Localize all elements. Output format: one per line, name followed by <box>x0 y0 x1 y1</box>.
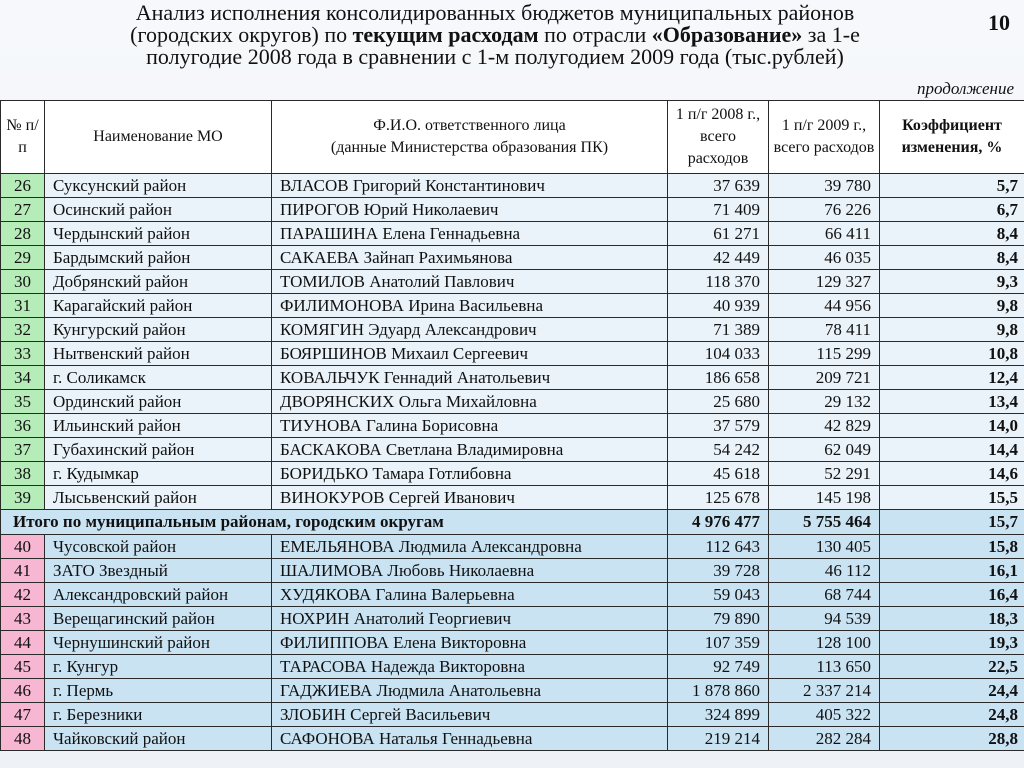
row-number: 41 <box>1 559 45 583</box>
responsible-person: ЗЛОБИН Сергей Васильевич <box>272 703 668 727</box>
expenses-2008: 25 680 <box>668 390 769 414</box>
change-coefficient: 16,1 <box>880 559 1024 583</box>
responsible-person: САФОНОВА Наталья Геннадьевна <box>272 727 668 751</box>
municipality-name: Осинский район <box>45 198 272 222</box>
page-title <box>40 2 950 68</box>
table-header <box>1 101 1024 174</box>
table-row <box>1 294 1024 318</box>
table-row <box>1 222 1024 246</box>
expenses-2009: 128 100 <box>769 631 880 655</box>
table-body <box>1 174 1024 751</box>
row-number: 26 <box>1 174 45 198</box>
responsible-person: ФИЛИМОНОВА Ирина Васильевна <box>272 294 668 318</box>
municipality-name: Бардымский район <box>45 246 272 270</box>
column-header-number: № п/п <box>1 101 45 174</box>
table-row <box>1 583 1024 607</box>
change-coefficient: 14,0 <box>880 414 1024 438</box>
change-coefficient: 15,8 <box>880 535 1024 559</box>
change-coefficient: 24,4 <box>880 679 1024 703</box>
row-number: 33 <box>1 342 45 366</box>
title-line-2 <box>40 24 950 46</box>
page-number: 10 <box>988 10 1010 35</box>
municipality-name: г. Березники <box>45 703 272 727</box>
table-row <box>1 366 1024 390</box>
expenses-2008: 79 890 <box>668 607 769 631</box>
table-row <box>1 414 1024 438</box>
title-line-1: Анализ исполнения консолидированных бюджетов муниципальных районов <box>135 0 855 25</box>
total-expenses-2009: 5 755 464 <box>769 510 880 535</box>
expenses-2008: 61 271 <box>668 222 769 246</box>
column-header-change-coefficient: Коэффициент изменения, % <box>880 101 1024 174</box>
change-coefficient: 10,8 <box>880 342 1024 366</box>
expenses-2008: 125 678 <box>668 486 769 510</box>
title-emphasis-education: «Образование» <box>651 22 803 47</box>
responsible-person: КОВАЛЬЧУК Геннадий Анатольевич <box>272 366 668 390</box>
responsible-person: ДВОРЯНСКИХ Ольга Михайловна <box>272 390 668 414</box>
row-number: 29 <box>1 246 45 270</box>
expenses-2009: 46 112 <box>769 559 880 583</box>
change-coefficient: 15,5 <box>880 486 1024 510</box>
expenses-2009: 115 299 <box>769 342 880 366</box>
responsible-person: ХУДЯКОВА Галина Валерьевна <box>272 583 668 607</box>
row-number: 27 <box>1 198 45 222</box>
table-row <box>1 535 1024 559</box>
row-number: 46 <box>1 679 45 703</box>
change-coefficient: 6,7 <box>880 198 1024 222</box>
municipality-name: Кунгурский район <box>45 318 272 342</box>
expenses-2008: 37 579 <box>668 414 769 438</box>
table-row <box>1 727 1024 751</box>
column-header-responsible-person <box>272 101 668 174</box>
expenses-2009: 129 327 <box>769 270 880 294</box>
expenses-2008: 39 728 <box>668 559 769 583</box>
total-expenses-2008: 4 976 477 <box>668 510 769 535</box>
municipality-name: Ординский район <box>45 390 272 414</box>
expenses-2009: 2 337 214 <box>769 679 880 703</box>
row-number: 47 <box>1 703 45 727</box>
table-row <box>1 462 1024 486</box>
expenses-2009: 94 539 <box>769 607 880 631</box>
expenses-2009: 68 744 <box>769 583 880 607</box>
change-coefficient: 24,8 <box>880 703 1024 727</box>
expenses-2008: 54 242 <box>668 438 769 462</box>
column-header-municipality: Наименование МО <box>45 101 272 174</box>
municipality-name: Чусовской район <box>45 535 272 559</box>
expenses-2009: 145 198 <box>769 486 880 510</box>
expenses-2009: 42 829 <box>769 414 880 438</box>
table-row <box>1 198 1024 222</box>
responsible-person: ВИНОКУРОВ Сергей Иванович <box>272 486 668 510</box>
change-coefficient: 9,8 <box>880 294 1024 318</box>
responsible-person: ФИЛИППОВА Елена Викторовна <box>272 631 668 655</box>
expenses-2009: 46 035 <box>769 246 880 270</box>
change-coefficient: 13,4 <box>880 390 1024 414</box>
row-number: 38 <box>1 462 45 486</box>
expenses-2008: 112 643 <box>668 535 769 559</box>
municipality-name: ЗАТО Звездный <box>45 559 272 583</box>
row-number: 45 <box>1 655 45 679</box>
table-row <box>1 607 1024 631</box>
responsible-person: БОРИДЬКО Тамара Готлибовна <box>272 462 668 486</box>
responsible-person: ТАРАСОВА Надежда Викторовна <box>272 655 668 679</box>
table-row <box>1 270 1024 294</box>
change-coefficient: 19,3 <box>880 631 1024 655</box>
expenses-2009: 39 780 <box>769 174 880 198</box>
municipality-name: Чайковский район <box>45 727 272 751</box>
municipality-name: Чердынский район <box>45 222 272 246</box>
title-emphasis-current-expenses: текущим расходам <box>352 22 539 47</box>
municipality-name: Лысьвенский район <box>45 486 272 510</box>
municipality-name: Карагайский район <box>45 294 272 318</box>
change-coefficient: 9,8 <box>880 318 1024 342</box>
title-line-3: полугодие 2008 года в сравнении с 1-м полугодием 2009 года (тыс.рублей) <box>146 44 844 69</box>
expenses-2008: 71 409 <box>668 198 769 222</box>
change-coefficient: 9,3 <box>880 270 1024 294</box>
expenses-2009: 113 650 <box>769 655 880 679</box>
responsible-person: НОХРИН Анатолий Георгиевич <box>272 607 668 631</box>
municipality-name: Нытвенский район <box>45 342 272 366</box>
row-number: 48 <box>1 727 45 751</box>
expenses-2008: 104 033 <box>668 342 769 366</box>
table-row <box>1 679 1024 703</box>
row-number: 35 <box>1 390 45 414</box>
change-coefficient: 18,3 <box>880 607 1024 631</box>
table-row <box>1 486 1024 510</box>
column-header-responsible-person-line-2: (данные Министерства образования ПК) <box>330 139 609 156</box>
continuation-label: продолжение <box>917 79 1014 98</box>
expenses-2008: 71 389 <box>668 318 769 342</box>
table-row <box>1 342 1024 366</box>
expenses-2009: 405 322 <box>769 703 880 727</box>
total-label: Итого по муниципальным районам, городским округам <box>1 510 668 535</box>
title-line-2-part-3: за 1-е <box>802 22 860 47</box>
expenses-2008: 324 899 <box>668 703 769 727</box>
responsible-person: ТОМИЛОВ Анатолий Павлович <box>272 270 668 294</box>
responsible-person: БОЯРШИНОВ Михаил Сергеевич <box>272 342 668 366</box>
expenses-2008: 186 658 <box>668 366 769 390</box>
responsible-person: САКАЕВА Зайнап Рахимьянова <box>272 246 668 270</box>
change-coefficient: 14,6 <box>880 462 1024 486</box>
change-coefficient: 28,8 <box>880 727 1024 751</box>
budget-table <box>0 100 1024 751</box>
expenses-2008: 92 749 <box>668 655 769 679</box>
table-row <box>1 174 1024 198</box>
municipality-name: Ильинский район <box>45 414 272 438</box>
table-row <box>1 438 1024 462</box>
row-number: 32 <box>1 318 45 342</box>
municipality-name: г. Кудымкар <box>45 462 272 486</box>
change-coefficient: 8,4 <box>880 246 1024 270</box>
expenses-2008: 40 939 <box>668 294 769 318</box>
responsible-person: ГАДЖИЕВА Людмила Анатольевна <box>272 679 668 703</box>
row-number: 42 <box>1 583 45 607</box>
municipality-name: г. Соликамск <box>45 366 272 390</box>
expenses-2009: 209 721 <box>769 366 880 390</box>
responsible-person: ВЛАСОВ Григорий Константинович <box>272 174 668 198</box>
municipality-name: г. Кунгур <box>45 655 272 679</box>
column-header-2009-expenses: 1 п/г 2009 г., всего расходов <box>769 101 880 174</box>
table-row <box>1 631 1024 655</box>
column-header-2008-expenses: 1 п/г 2008 г., всего расходов <box>668 101 769 174</box>
change-coefficient: 5,7 <box>880 174 1024 198</box>
total-row <box>1 510 1024 535</box>
responsible-person: КОМЯГИН Эдуард Александрович <box>272 318 668 342</box>
row-number: 43 <box>1 607 45 631</box>
row-number: 39 <box>1 486 45 510</box>
municipality-name: г. Пермь <box>45 679 272 703</box>
expenses-2009: 66 411 <box>769 222 880 246</box>
row-number: 37 <box>1 438 45 462</box>
change-coefficient: 14,4 <box>880 438 1024 462</box>
municipality-name: Губахинский район <box>45 438 272 462</box>
table-row <box>1 559 1024 583</box>
expenses-2009: 44 956 <box>769 294 880 318</box>
change-coefficient: 12,4 <box>880 366 1024 390</box>
expenses-2008: 42 449 <box>668 246 769 270</box>
total-change-coefficient: 15,7 <box>880 510 1024 535</box>
responsible-person: ПАРАШИНА Елена Геннадьевна <box>272 222 668 246</box>
municipality-name: Добрянский район <box>45 270 272 294</box>
expenses-2008: 37 639 <box>668 174 769 198</box>
title-line-2-part-2: по отрасли <box>538 22 652 47</box>
municipality-name: Суксунский район <box>45 174 272 198</box>
row-number: 40 <box>1 535 45 559</box>
row-number: 44 <box>1 631 45 655</box>
table-row <box>1 318 1024 342</box>
expenses-2009: 130 405 <box>769 535 880 559</box>
row-number: 34 <box>1 366 45 390</box>
expenses-2009: 76 226 <box>769 198 880 222</box>
expenses-2009: 52 291 <box>769 462 880 486</box>
expenses-2008: 107 359 <box>668 631 769 655</box>
responsible-person: ШАЛИМОВА Любовь Николаевна <box>272 559 668 583</box>
column-header-responsible-person-line-1: Ф.И.О. ответственного лица <box>373 117 566 134</box>
expenses-2008: 118 370 <box>668 270 769 294</box>
table-row <box>1 390 1024 414</box>
expenses-2008: 59 043 <box>668 583 769 607</box>
municipality-name: Чернушинский район <box>45 631 272 655</box>
responsible-person: ПИРОГОВ Юрий Николаевич <box>272 198 668 222</box>
expenses-2008: 219 214 <box>668 727 769 751</box>
row-number: 30 <box>1 270 45 294</box>
expenses-2008: 45 618 <box>668 462 769 486</box>
table-row <box>1 655 1024 679</box>
expenses-2009: 78 411 <box>769 318 880 342</box>
row-number: 31 <box>1 294 45 318</box>
municipality-name: Верещагинский район <box>45 607 272 631</box>
expenses-2009: 29 132 <box>769 390 880 414</box>
row-number: 36 <box>1 414 45 438</box>
responsible-person: БАСКАКОВА Светлана Владимировна <box>272 438 668 462</box>
responsible-person: ТИУНОВА Галина Борисовна <box>272 414 668 438</box>
municipality-name: Александровский район <box>45 583 272 607</box>
expenses-2008: 1 878 860 <box>668 679 769 703</box>
table-row <box>1 703 1024 727</box>
change-coefficient: 8,4 <box>880 222 1024 246</box>
table-row <box>1 246 1024 270</box>
responsible-person: ЕМЕЛЬЯНОВА Людмила Александровна <box>272 535 668 559</box>
change-coefficient: 16,4 <box>880 583 1024 607</box>
expenses-2009: 62 049 <box>769 438 880 462</box>
expenses-2009: 282 284 <box>769 727 880 751</box>
row-number: 28 <box>1 222 45 246</box>
change-coefficient: 22,5 <box>880 655 1024 679</box>
title-line-2-part-1: (городских округов) по <box>130 22 353 47</box>
